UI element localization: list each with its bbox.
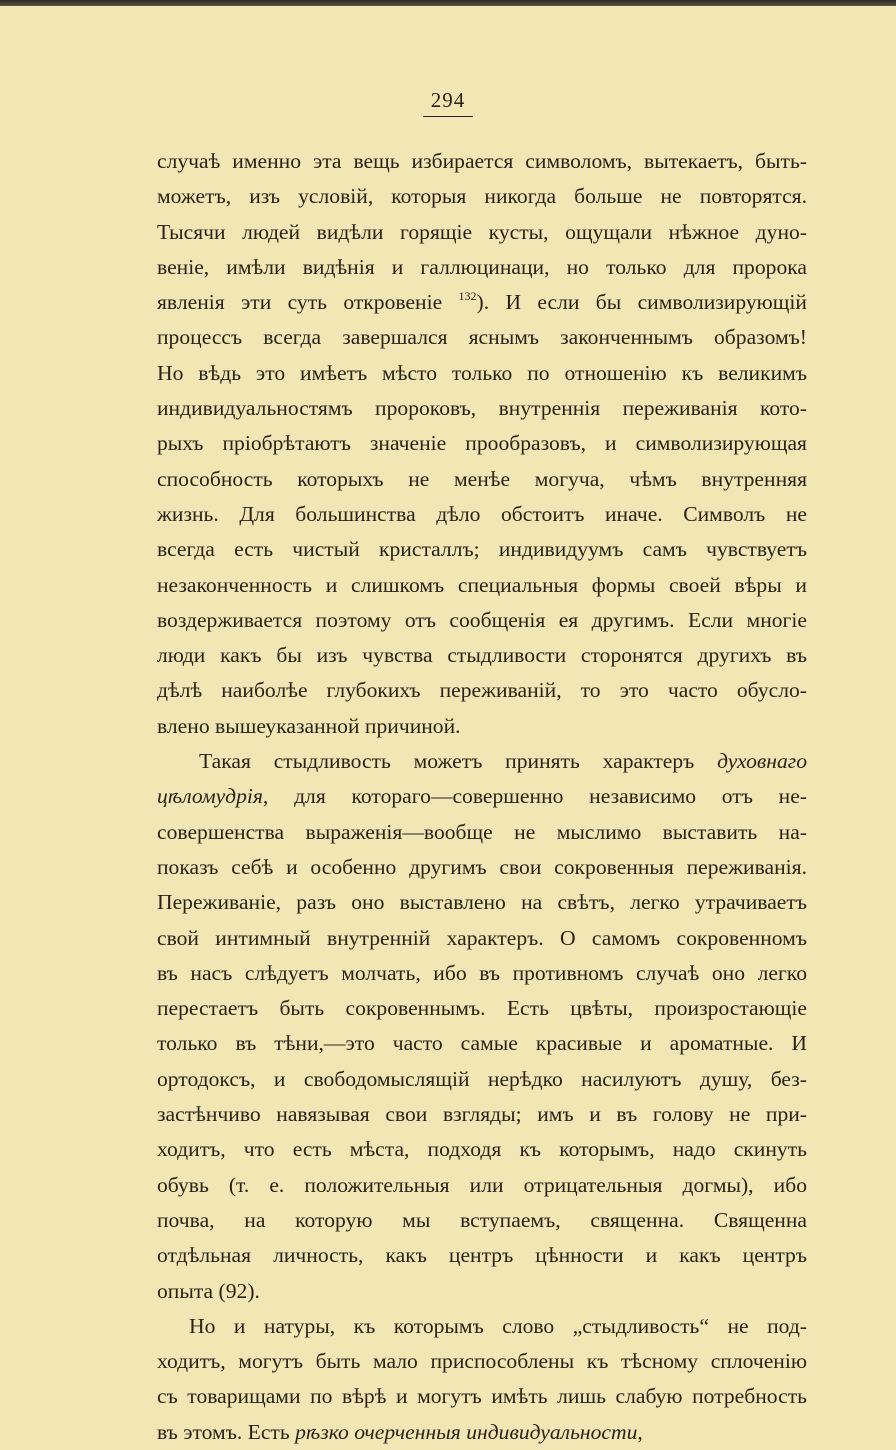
line-text: жизнь. Для большинства дѣло обстоитъ иначе. Символъ не	[157, 501, 807, 526]
line-text: индивидуальностямъ пророковъ, внутреннія переживанія кото-	[157, 396, 807, 421]
line-text: совершенства выраженія—вообще не мыслимо выставить на-	[157, 819, 807, 844]
italic-phrase: цѣломудрія	[157, 784, 263, 809]
text-line	[157, 1097, 807, 1132]
line-text: Переживаніе, разъ оно выставлено на свѣтъ, легко утрачиваетъ	[157, 890, 807, 915]
paragraph	[157, 144, 807, 744]
text-line	[157, 215, 807, 250]
text-line	[157, 1168, 807, 1203]
text-line	[157, 179, 807, 214]
text-line	[157, 1379, 807, 1414]
line-text: только въ тѣни,—это часто самые красивые и ароматные. И	[157, 1031, 807, 1056]
text-line	[157, 356, 807, 391]
text-line	[157, 885, 807, 920]
line-text: показъ себѣ и особенно другимъ свои сокровенныя переживанія.	[157, 854, 807, 879]
line-text: дѣлѣ наиболѣе глубокихъ переживаній, то это часто обусло-	[157, 678, 807, 703]
line-text: ходитъ, могутъ быть мало приспособлены къ тѣсному сплоченію	[157, 1349, 807, 1374]
line-text: застѣнчиво навязывая свои взгляды; имъ и въ голову не при-	[157, 1102, 807, 1127]
text-line	[157, 744, 807, 779]
page-header	[0, 88, 896, 117]
line-text: опыта (92).	[157, 1278, 260, 1303]
text-line	[157, 497, 807, 532]
footnote-reference: 132	[458, 289, 477, 304]
italic-phrase: рѣзко очерченныя индивидуальности	[295, 1419, 638, 1444]
line-text: явленія эти суть откровеніе	[157, 290, 459, 315]
text-line	[157, 1238, 807, 1273]
line-text: Но и натуры, къ которымъ слово „стыдливость“ не под-	[189, 1313, 807, 1338]
text-line	[157, 956, 807, 991]
line-text: способность которыхъ не менѣе могуча, чѣмъ внутренняя	[157, 466, 807, 491]
line-text: всегда есть чистый кристаллъ; индивидуумъ самъ чувствуетъ	[157, 537, 807, 562]
line-text: въ этомъ. Есть	[157, 1419, 296, 1444]
line-text: рыхъ пріобрѣтаютъ значеніе прообразовъ, и символизирующая	[157, 431, 807, 456]
line-text: воздерживается поэтому отъ сообщенія ея другимъ. Если многіе	[157, 607, 807, 632]
line-text: незаконченность и слишкомъ специальныя формы своей вѣры и	[157, 572, 807, 597]
text-line	[157, 1026, 807, 1061]
line-text: ). И если бы символизирующій	[476, 290, 807, 315]
line-text: процессъ всегда завершался яснымъ законченнымъ образомъ!	[157, 325, 807, 350]
text-line	[157, 391, 807, 426]
text-line	[157, 921, 807, 956]
line-text: въ насъ слѣдуетъ молчать, ибо въ противномъ случаѣ оно легко	[157, 960, 807, 985]
text-line	[157, 815, 807, 850]
paragraph	[157, 744, 807, 1309]
text-line	[157, 568, 807, 603]
text-line	[157, 1203, 807, 1238]
line-text: Но вѣдь это имѣетъ мѣсто только по отношенію къ великимъ	[157, 360, 807, 385]
line-text: можетъ, изъ условій, которыя никогда больше не повторятся.	[157, 184, 807, 209]
page-top-edge	[0, 0, 896, 6]
text-line	[157, 250, 807, 285]
line-text: влено вышеуказанной причиной.	[157, 713, 461, 738]
text-line	[157, 673, 807, 708]
text-line	[157, 1274, 807, 1309]
text-line	[157, 320, 807, 355]
text-line	[157, 991, 807, 1026]
line-text: ,	[637, 1419, 643, 1444]
text-line	[157, 462, 807, 497]
line-text: ходитъ, что есть мѣста, подходя къ которымъ, надо скинуть	[157, 1137, 807, 1162]
line-text: веніе, имѣли видѣнія и галлюцинаци, но только для пророка	[157, 254, 807, 279]
line-text: свой интимный внутренній характеръ. О самомъ сокровенномъ	[157, 925, 807, 950]
page-number: 294	[423, 88, 474, 117]
text-line	[157, 1132, 807, 1167]
line-text: съ товарищами по вѣрѣ и могутъ имѣть лишь слабую потребность	[157, 1384, 807, 1409]
body-text	[157, 144, 807, 1450]
text-line	[157, 144, 807, 179]
text-line	[157, 1415, 807, 1450]
text-line	[157, 1344, 807, 1379]
text-line	[157, 426, 807, 461]
text-line	[157, 532, 807, 567]
line-text: Тысячи людей видѣли горящіе кусты, ощущали нѣжное дуно-	[157, 219, 807, 244]
line-text: люди какъ бы изъ чувства стыдливости сторонятся другихъ въ	[157, 643, 807, 668]
text-line	[157, 638, 807, 673]
line-text: случаѣ именно эта вещь избирается символомъ, вытекаетъ, быть-	[157, 149, 807, 173]
line-text: , для котораго—совершенно независимо отъ не-	[262, 784, 807, 809]
text-line	[157, 779, 807, 814]
line-text: отдѣльная личность, какъ центръ цѣнности и какъ центръ	[157, 1243, 807, 1268]
line-text: обувь (т. е. положительныя или отрицательныя догмы), ибо	[157, 1172, 807, 1197]
italic-phrase: духовнаго	[717, 749, 807, 774]
line-text: Такая стыдливость можетъ принять характеръ	[199, 749, 718, 774]
paragraph	[157, 1309, 807, 1450]
text-line	[157, 285, 807, 320]
text-line	[157, 709, 807, 744]
line-text: перестаетъ быть сокровеннымъ. Есть цвѣты, произростающіе	[157, 996, 807, 1021]
text-line	[157, 603, 807, 638]
line-text: ортодоксъ, и свободомыслящій нерѣдко насилуютъ душу, без-	[157, 1066, 807, 1091]
text-line	[157, 1062, 807, 1097]
text-line	[157, 850, 807, 885]
line-text: почва, на которую мы вступаемъ, священна. Священна	[157, 1207, 807, 1232]
text-line	[157, 1309, 807, 1344]
